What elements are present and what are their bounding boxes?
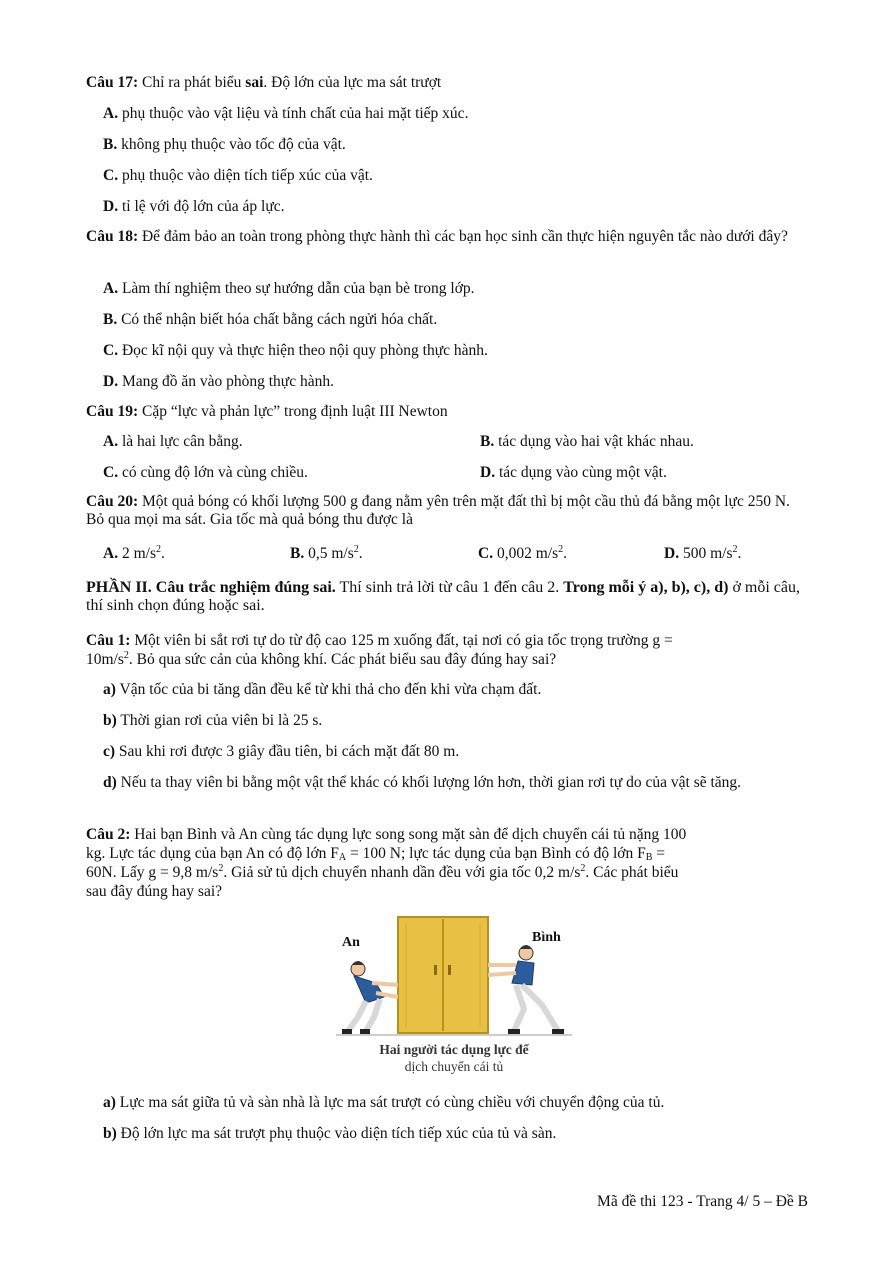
option: D. tỉ lệ với độ lớn của áp lực. xyxy=(103,198,285,215)
wardrobe-handle-left xyxy=(434,965,437,975)
label-binh: Bình xyxy=(532,930,561,945)
person-an xyxy=(342,961,398,1034)
statement: a) Lực ma sát giữa tủ và sàn nhà là lực ma sát trượt có cùng chiều với chuyển động của tủ. xyxy=(103,1094,665,1111)
question-17: Câu 17: Chỉ ra phát biểu sai. Độ lớn của lực ma sát trượt xyxy=(86,74,442,91)
push-wardrobe-figure xyxy=(336,913,572,1081)
option: C. phụ thuộc vào diện tích tiếp xúc của vật. xyxy=(103,167,373,184)
part2-question-2-line4: sau đây đúng hay sai? xyxy=(86,883,223,900)
option: A. phụ thuộc vào vật liệu và tính chất của hai mặt tiếp xúc. xyxy=(103,105,469,122)
option: C. có cùng độ lớn và cùng chiều. xyxy=(103,464,308,481)
option: B. 0,5 $m/s^2$. xyxy=(290,544,363,562)
statement: b) Độ lớn lực ma sát trượt phụ thuộc vào diện tích tiếp xúc của tủ và sàn. xyxy=(103,1125,557,1142)
figure-caption-line2: dịch chuyển cái tủ xyxy=(404,1059,504,1074)
question-label: Câu 2: xyxy=(86,826,131,843)
question-20: Câu 20: Một quả bóng có khối lượng 500 g đang nằm yên trên mặt đất thì bị một cầu thủ đá bằng một lực 250 N. Bỏ qua mọi ma sát. Gia tốc mà quả bóng thu được là xyxy=(86,493,790,528)
figure-caption-line1: Hai người tác dụng lực để xyxy=(379,1042,529,1057)
question-label: Câu 19: xyxy=(86,403,139,420)
label-an: An xyxy=(342,935,360,950)
part2-question-2: Câu 2: Hai bạn Bình và An cùng tác dụng lực song song mặt sàn để dịch chuyển cái tủ nặng 100 xyxy=(86,826,687,843)
question-label: Câu 18: xyxy=(86,228,139,245)
person-binh xyxy=(488,945,564,1034)
option: C. 0,002 $m/s^2$. xyxy=(478,544,567,562)
question-19: Câu 19: Cặp “lực và phản lực” trong định luật III Newton xyxy=(86,403,448,420)
statement: a) Vận tốc của bi tăng dần đều kể từ khi thả cho đến khi vừa chạm đất. xyxy=(103,681,542,698)
wardrobe-handle-right xyxy=(448,965,451,975)
option: A. là hai lực cân bằng. xyxy=(103,433,243,450)
statement: b) Thời gian rơi của viên bi là 25 s. xyxy=(103,712,323,729)
option: D. tác dụng vào cùng một vật. xyxy=(480,464,667,481)
option: A. Làm thí nghiệm theo sự hướng dẫn của bạn bè trong lớp. xyxy=(103,280,475,297)
option: D. Mang đồ ăn vào phòng thực hành. xyxy=(103,373,334,390)
option: B. tác dụng vào hai vật khác nhau. xyxy=(480,433,694,450)
part2-question-1: Câu 1: Một viên bi sắt rơi tự do từ độ cao 125 m xuống đất, tại nơi có gia tốc trọng trường g = xyxy=(86,632,673,649)
part-2-heading: PHẦN II. Câu trắc nghiệm đúng sai. Thí sinh trả lời từ câu 1 đến câu 2. Trong mỗi ý a), b), c), d) ở mỗi câu, thí sinh chọn đúng hoặc sai. xyxy=(86,579,801,614)
statement: d) Nếu ta thay viên bi bằng một vật thể khác có khối lượng lớn hơn, thời gian rơi tự do của vật sẽ tăng. xyxy=(103,774,742,791)
option: A. 2 $m/s^2$. xyxy=(103,544,165,562)
part2-question-2-line2: kg. Lực tác dụng của bạn An có độ lớn $F_A = 100$ N; lực tác dụng của bạn Bình có độ lớn $F_B$ = xyxy=(86,845,666,863)
part2-question-2-line3: 60N. Lấy g = 9,8 $m/s^2$. Giả sử tủ dịch chuyển nhanh dần đều với gia tốc 0,2 $m/s^2$. Các phát biểu xyxy=(86,863,679,881)
part2-question-1-line2: $10m/s^2$. Bỏ qua sức cản của không khí. Các phát biểu sau đây đúng hay sai? xyxy=(86,650,557,668)
option: D. 500 $m/s^2$. xyxy=(664,544,742,562)
question-label: Câu 17: xyxy=(86,74,139,91)
option: B. Có thể nhận biết hóa chất bằng cách ngửi hóa chất. xyxy=(103,311,438,328)
option: B. không phụ thuộc vào tốc độ của vật. xyxy=(103,136,346,153)
question-label: Câu 1: xyxy=(86,632,131,649)
statement: c) Sau khi rơi được 3 giây đầu tiên, bi cách mặt đất 80 m. xyxy=(103,743,460,760)
question-label: Câu 20: xyxy=(86,493,139,510)
page-footer: Mã đề thi 123 - Trang 4/ 5 – Đề B xyxy=(597,1193,808,1210)
option: C. Đọc kĩ nội quy và thực hiện theo nội quy phòng thực hành. xyxy=(103,342,488,359)
question-18: Câu 18: Để đảm bảo an toàn trong phòng thực hành thì các bạn học sinh cần thực hiện nguyên tắc nào dưới đây? xyxy=(86,228,788,245)
